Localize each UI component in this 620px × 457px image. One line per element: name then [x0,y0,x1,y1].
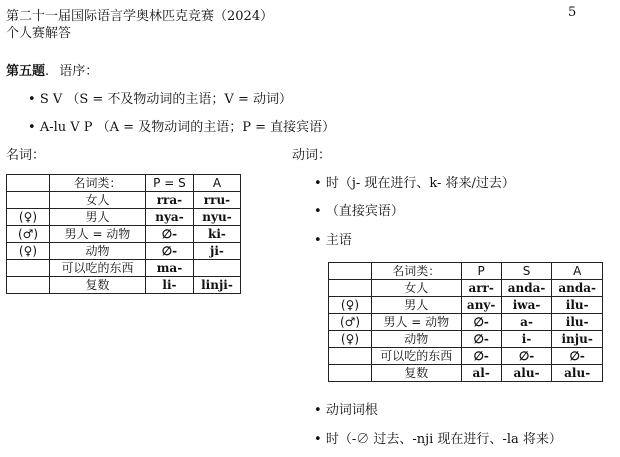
gender-symbol [329,348,372,365]
gender-symbol: (♀) [7,243,50,260]
noun-class: 女人 [50,192,146,209]
morpheme-cell: ma- [145,260,193,277]
noun-class: 男人 [50,209,146,226]
table-row [7,226,241,243]
morpheme-cell: ilu- [552,297,603,314]
morpheme-cell: nyu- [193,209,240,226]
column-header: P [461,263,501,280]
noun-class: 男人 [372,297,462,314]
gender-symbol [7,192,50,209]
table-header-row [329,263,603,280]
morpheme-cell: ji- [193,243,240,260]
table-row [7,192,241,209]
column-header: 名词类： [372,263,462,280]
table-row [7,277,241,294]
morpheme-cell: rru- [193,192,240,209]
nouns-heading: 名词： [6,148,46,163]
gender-symbol [329,365,372,382]
noun-class: 复数 [372,365,462,382]
table-row [329,365,603,382]
morpheme-cell: anda- [552,280,603,297]
morpheme-cell: a- [501,314,552,331]
verb-bullet-text: 时（j- 现在进行、k- 将来/过去） [325,176,515,191]
noun-class: 男人 = 动物 [372,314,462,331]
verb-bullet [314,172,515,191]
gender-symbol: (♀) [7,209,50,226]
gender-symbol: (♀) [329,297,372,314]
verb-bullet [314,200,404,219]
morpheme-cell: ∅- [461,331,501,348]
noun-class: 动物 [50,243,146,260]
document-subtitle: 个人赛解答 [6,26,72,41]
morpheme-cell: iwa- [501,297,552,314]
column-header: P = S [145,175,193,192]
noun-class: 动物 [372,331,462,348]
morpheme-cell: anda- [501,280,552,297]
problem-heading [6,60,98,79]
morpheme-cell: arr- [461,280,501,297]
morpheme-cell: ∅- [552,348,603,365]
morpheme-cell: alu- [501,365,552,382]
problem-label-dot: . [45,64,50,79]
gender-symbol [329,280,372,297]
document-title: 第二十一届国际语言学奥林匹克竞赛（2024） [6,9,274,24]
table-row [329,280,603,297]
bullet-icon: • [314,432,322,447]
morpheme-cell: ∅- [145,226,193,243]
bullet-icon: • [314,204,322,219]
table-cell [7,175,50,192]
bullet-icon: • [314,403,322,418]
morpheme-cell: ∅- [461,314,501,331]
gender-symbol [7,260,50,277]
verb-bullet [314,399,378,418]
column-header: 名词类： [50,175,146,192]
noun-table [6,174,241,294]
table-row [329,297,603,314]
table-row [329,331,603,348]
table-cell [329,263,372,280]
morpheme-cell: ilu- [552,314,603,331]
word-order-text: A-lu V P （A = 及物动词的主语；P = 直接宾语） [39,120,336,135]
morpheme-cell: ki- [193,226,240,243]
verb-bullet-text: 动词词根 [325,403,378,418]
word-order-heading: 语序： [59,64,99,79]
verb-bullet [314,229,352,248]
column-header: A [193,175,240,192]
page-number: 5 [568,5,577,20]
table-row [7,260,241,277]
table-row [329,348,603,365]
morpheme-cell: ∅- [501,348,552,365]
verb-table [328,262,603,382]
morpheme-cell: al- [461,365,501,382]
verb-bullet-text: 主语 [325,233,352,248]
verb-bullet-text: （直接宾语） [325,204,404,219]
table-row [329,314,603,331]
problem-label: 第五题 [6,64,46,79]
gender-symbol: (♀) [329,331,372,348]
bullet-icon: • [314,176,322,191]
bullet-icon: • [28,120,36,135]
word-order-item [28,116,335,135]
bullet-icon: • [28,92,36,107]
morpheme-cell: ∅- [461,348,501,365]
noun-class: 男人 = 动物 [50,226,146,243]
morpheme-cell: i- [501,331,552,348]
morpheme-cell: ∅- [145,243,193,260]
gender-symbol: (♂) [329,314,372,331]
noun-class: 女人 [372,280,462,297]
morpheme-cell: linji- [193,277,240,294]
morpheme-cell: li- [145,277,193,294]
noun-class: 可以吃的东西 [372,348,462,365]
morpheme-cell: alu- [552,365,603,382]
column-header: A [552,263,603,280]
word-order-item [28,88,292,107]
noun-class: 复数 [50,277,146,294]
table-row [7,209,241,226]
table-row [7,243,241,260]
word-order-text: S V （S = 不及物动词的主语；V = 动词） [39,92,292,107]
verbs-heading: 动词： [292,148,332,163]
morpheme-cell: nya- [145,209,193,226]
bullet-icon: • [314,233,322,248]
gender-symbol [7,277,50,294]
gender-symbol: (♂) [7,226,50,243]
column-header: S [501,263,552,280]
morpheme-cell [193,260,240,277]
morpheme-cell: rra- [145,192,193,209]
table-header-row [7,175,241,192]
noun-class: 可以吃的东西 [50,260,146,277]
morpheme-cell: inju- [552,331,603,348]
verb-bullet-text: 时（-∅ 过去、-nji 现在进行、-la 将来） [325,432,562,447]
verb-bullet [314,428,562,447]
morpheme-cell: any- [461,297,501,314]
